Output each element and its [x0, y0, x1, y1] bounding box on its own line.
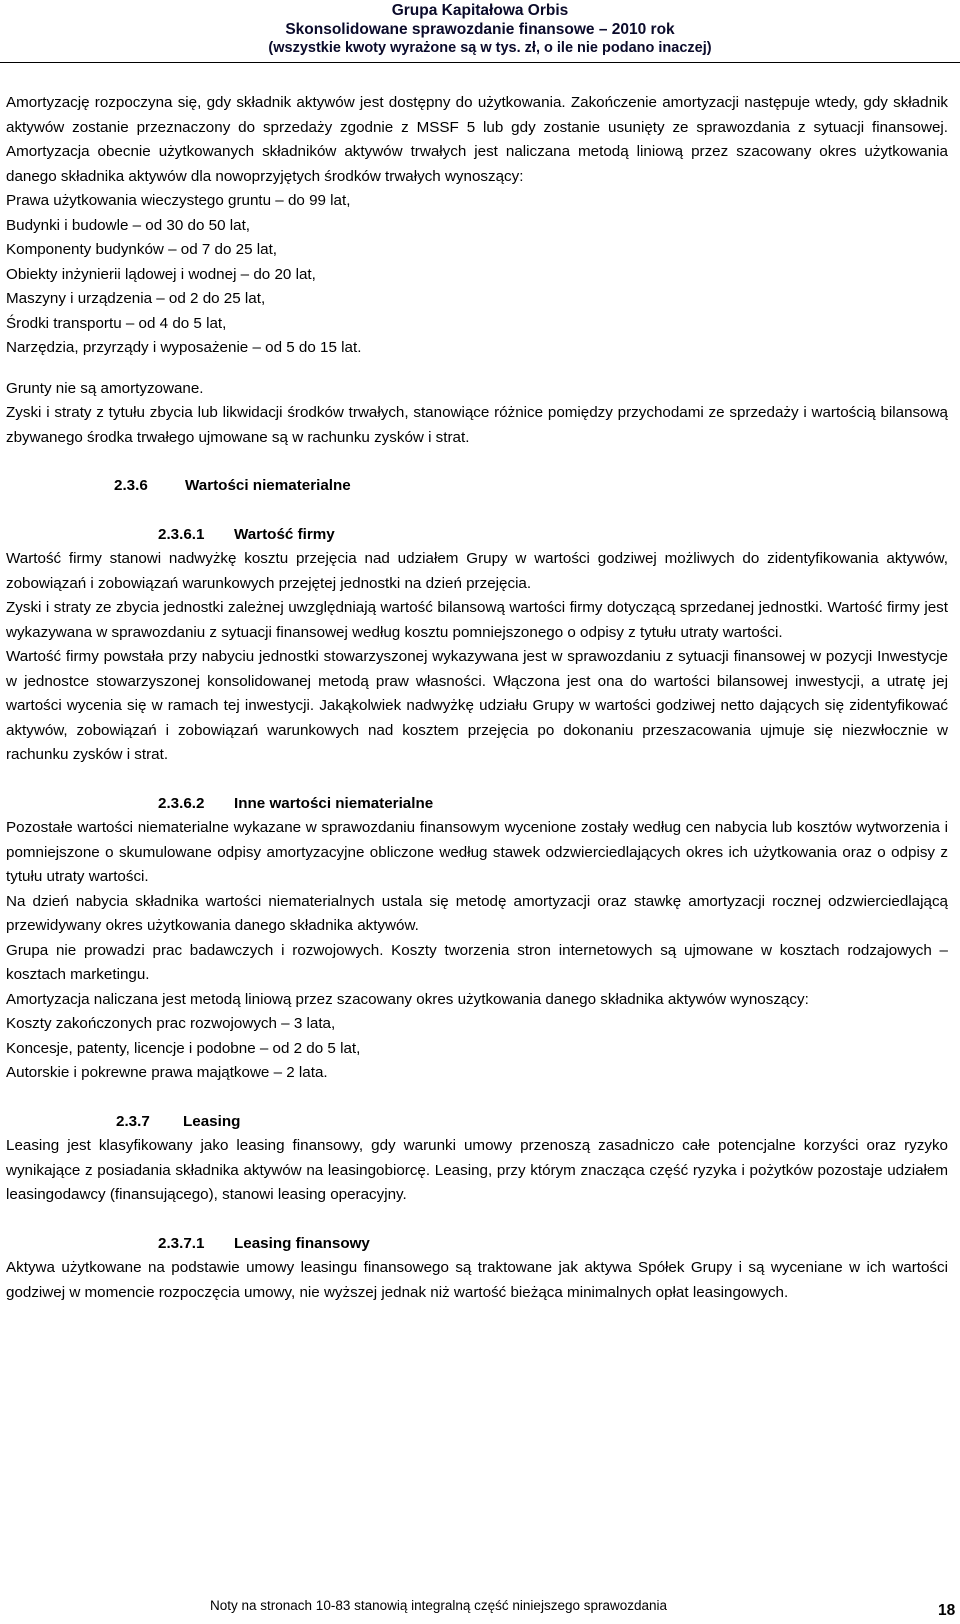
paragraph-intangibles-4: Amortyzacja naliczana jest metodą liniową przez szacowany okres użytkowania danego składnika aktywów wynoszący: — [6, 990, 809, 1008]
paragraph-intangibles-1: Pozostałe wartości niematerialne wykazane w sprawozdaniu finansowym wycenione zostały według cen nabycia lub kosztów wytworzenia i pomniejszone o skumulowane odpisy amortyzacyjne obliczone według stawek odzwierciedlających okres ich użytkowania oraz o odpisy z tytułu utraty wartości. — [6, 819, 948, 885]
section-heading-2-3-6 — [6, 474, 948, 499]
page-number: 18 — [938, 1602, 956, 1619]
section-number: 2.3.6 — [114, 477, 148, 494]
paragraph-gains-losses: Zyski i straty z tytułu zbycia lub likwidacji środków trwałych, stanowiące różnice pomiędzy przychodami ze sprzedaży i wartością bilansową zbywanego środka trwałego ujmowane są w rachunku zysków i strat. — [6, 404, 948, 446]
section-heading-2-3-7 — [6, 1110, 948, 1135]
paragraph-finance-lease: Aktywa użytkowane na podstawie umowy leasingu finansowego są traktowane jak aktywa Spółek Grupy i są wyceniane w ich wartości godziwej w momencie rozpoczęcia umowy, nie wyższej jednak niż wartość bieżąca minimalnych opłat leasingowych. — [6, 1259, 948, 1301]
section-title: Leasing finansowy — [234, 1234, 370, 1252]
footer-note: Noty na stronach 10-83 stanowią integralną część niniejszego sprawozdania — [210, 1598, 668, 1613]
currency-note: (wszystkie kwoty wyrażone są w tys. zł, o ile nie podano inaczej) — [268, 40, 712, 56]
section-heading-2-3-6-1 — [6, 523, 948, 548]
paragraph-land: Grunty nie są amortyzowane. — [6, 379, 204, 397]
section-title: Wartość firmy — [234, 525, 335, 543]
section-title: Leasing — [183, 1112, 241, 1130]
intangible-period-item: Koncesje, patenty, licencje i podobne – od 2 do 5 lat, — [6, 1039, 361, 1057]
section-number: 2.3.7 — [116, 1112, 150, 1130]
group-name: Grupa Kapitałowa Orbis — [391, 2, 569, 19]
report-title: Skonsolidowane sprawozdanie finansowe – 2010 rok — [285, 21, 675, 38]
section-number: 2.3.7.1 — [158, 1234, 205, 1252]
document-body — [6, 91, 948, 1305]
paragraph-goodwill-1: Wartość firmy stanowi nadwyżkę kosztu przejęcia nad udziałem Grupy w wartości godziwej możliwych do zidentyfikowania aktywów, zobowiązań i zobowiązań warunkowych przejętej jednostki na dzień przejęcia. — [6, 550, 948, 592]
paragraph-goodwill-2: Zyski i straty ze zbycia jednostki zależnej uwzględniają wartość bilansową wartości firmy dotyczącą sprzedanej jednostki. Wartość firmy jest wykazywana w sprawozdaniu z sytuacji finansowej według kosztu pomniejszonego o odpisy z tytułu utraty wartości. — [6, 599, 948, 641]
paragraph-intangibles-3: Grupa nie prowadzi prac badawczych i rozwojowych. Koszty tworzenia stron internetowych są ujmowane w kosztach rodzajowych – kosztach marketingu. — [6, 941, 948, 983]
paragraph-leasing: Leasing jest klasyfikowany jako leasing finansowy, gdy warunki umowy przenoszą zasadniczo całe potencjalne korzyści oraz ryzyko wynikające z posiadania składnika aktywów na leasingobiorcę. Leasing, przy którym znacząca część ryzyka i pożytków pozostaje udziałem leasingodawcy (finansującego), stanowi leasing operacyjny. — [6, 1137, 948, 1203]
period-item: Komponenty budynków – od 7 do 25 lat, — [6, 241, 278, 258]
page-header — [0, 0, 960, 58]
paragraph-intangibles-2: Na dzień nabycia składnika wartości niematerialnych ustala się metodę amortyzacji oraz stawkę amortyzacji rocznej odzwierciedlającą przewidywany okres użytkowania danego składnika aktywów. — [6, 892, 948, 934]
period-item: Narzędzia, przyrządy i wyposażenie – od 5 do 15 lat. — [6, 339, 362, 356]
period-item: Obiekty inżynierii lądowej i wodnej – do 20 lat, — [6, 265, 316, 283]
paragraph-goodwill-3: Wartość firmy powstała przy nabyciu jednostki stowarzyszonej wykazywana jest w sprawozdaniu z sytuacji finansowej w pozycji Inwestycje w jednostce stowarzyszonej konsolidowanej metodą praw własności. Włączona jest ona do wartości bilansowej inwestycji, a utratę jej wartości wycenia się w ramach tej inwestycji. Jakąkolwiek nadwyżkę udziału Grupy w wartości godziwej netto dających się zidentyfikować aktywów, zobowiązań i zobowiązań warunkowych nad kosztem przejęcia po dokonaniu przeszacowania ujmuje się niezwłocznie w rachunku zysków i strat. — [6, 648, 948, 763]
period-item: Środki transportu – od 4 do 5 lat, — [6, 314, 227, 332]
period-item: Maszyny i urządzenia – od 2 do 25 lat, — [6, 290, 266, 307]
paragraph-amortization-start: Amortyzację rozpoczyna się, gdy składnik aktywów jest dostępny do użytkowania. Zakończenie amortyzacji następuje wtedy, gdy składnik aktywów zostanie przeznaczony do sprzedaży zgodnie z MSSF 5 lub gdy zostanie usunięty ze sprawozdania z sytuacji finansowej. Amortyzacja obecnie użytkowanych składników aktywów trwałych jest naliczana metodą liniową przez szacowany okres użytkowania danego składnika aktywów dla nowoprzyjętych środków trwałych wynoszący: — [6, 94, 948, 185]
section-number: 2.3.6.1 — [158, 525, 205, 543]
header-divider — [0, 62, 960, 63]
section-number: 2.3.6.2 — [158, 794, 205, 812]
section-heading-2-3-7-1 — [6, 1232, 948, 1257]
section-title: Wartości niematerialne — [185, 477, 351, 494]
intangible-period-item: Koszty zakończonych prac rozwojowych – 3 lata, — [6, 1015, 336, 1032]
intangible-period-item: Autorskie i pokrewne prawa majątkowe – 2 lata. — [6, 1064, 328, 1081]
period-item: Prawa użytkowania wieczystego gruntu – do 99 lat, — [6, 192, 351, 209]
section-heading-2-3-6-2 — [6, 792, 948, 817]
period-item: Budynki i budowle – od 30 do 50 lat, — [6, 216, 251, 234]
section-title: Inne wartości niematerialne — [234, 794, 434, 812]
